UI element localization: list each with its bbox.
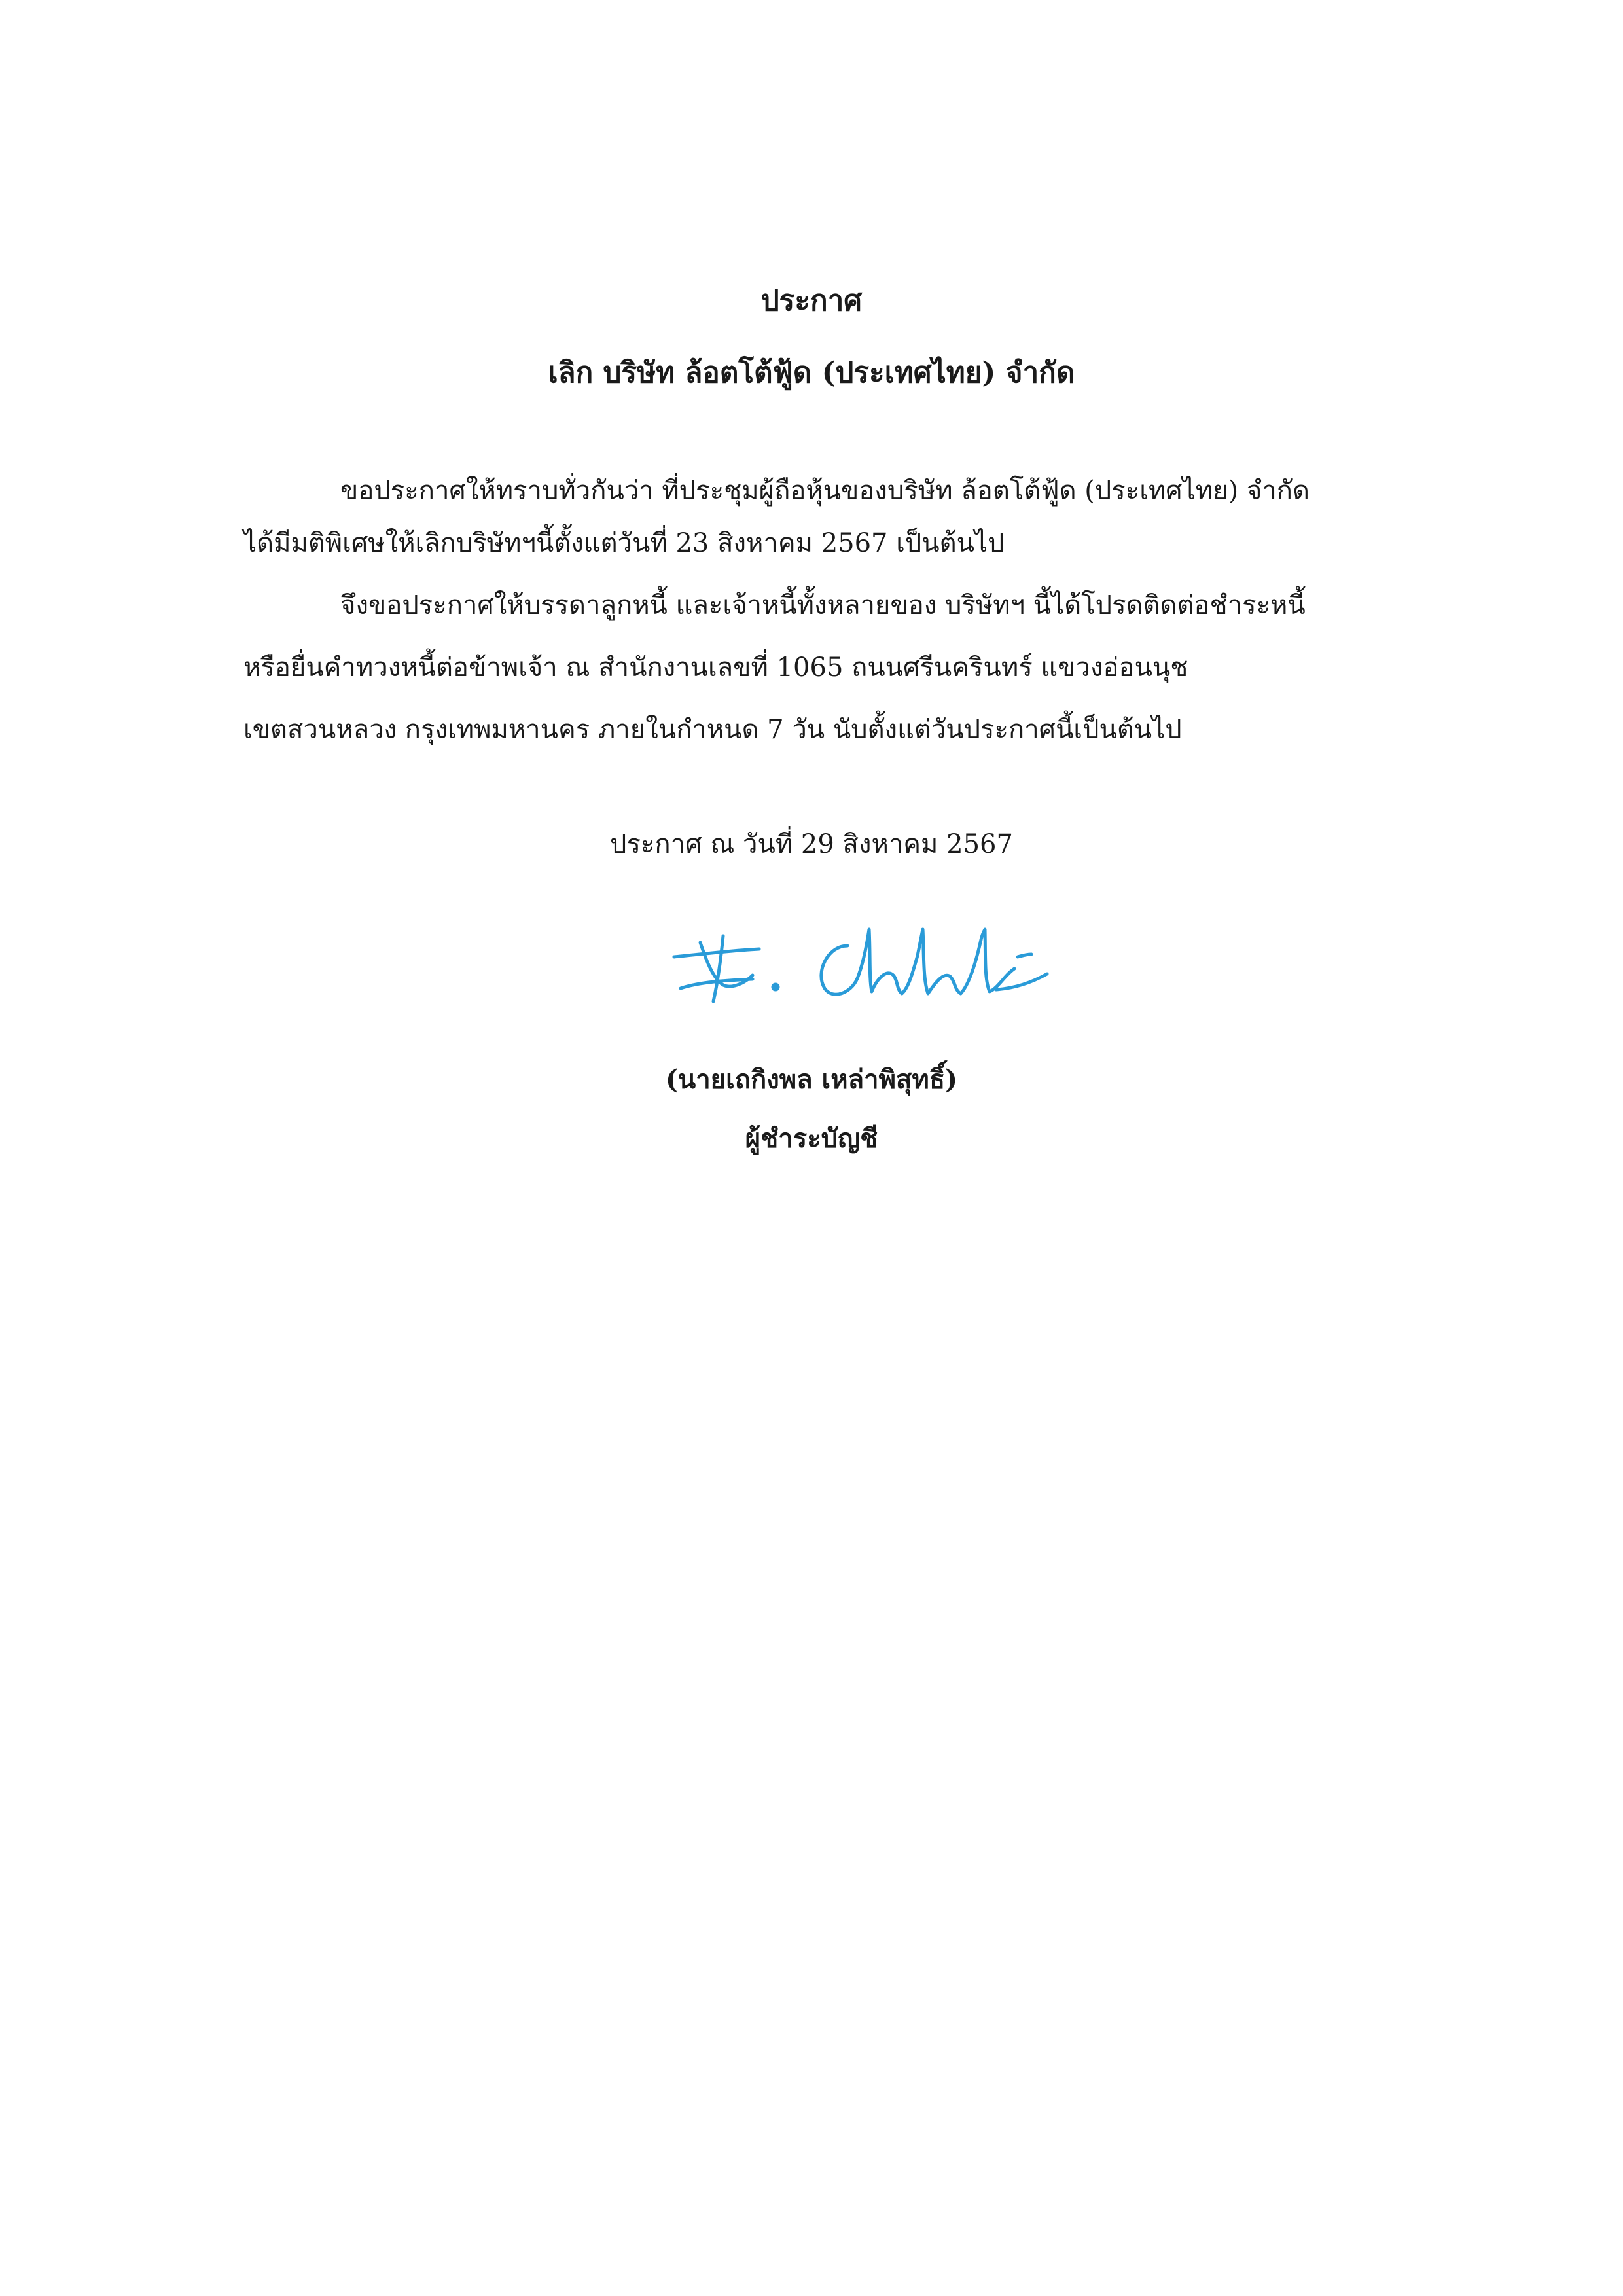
handwritten-signature <box>661 916 1054 1021</box>
paragraph-2-line-2: หรือยื่นคำทวงหนี้ต่อข้าพเจ้า ณ สำนักงานเลขที่ 1065 ถนนศรีนครินทร์ แขวงอ่อนนุช <box>243 653 1188 683</box>
paragraph-1-line-2: ได้มีมติพิเศษให้เลิกบริษัทฯนี้ตั้งแต่วันที่ 23 สิงหาคม 2567 เป็นต้นไป <box>243 528 1005 558</box>
signer-name: (นายเถกิงพล เหล่าพิสุทธิ์) <box>665 1064 958 1095</box>
announcement-date: ประกาศ ณ วันที่ 29 สิงหาคม 2567 <box>610 829 1013 859</box>
signer-role: ผู้ชำระบัญชี <box>745 1123 878 1154</box>
paragraph-2-line-3: เขตสวนหลวง กรุงเทพมหานคร ภายในกำหนด 7 วัน นับตั้งแต่วันประกาศนี้เป็นต้นไป <box>243 715 1182 745</box>
document-subtitle: เลิก บริษัท ล้อตโต้ฟู้ด (ประเทศไทย) จำกัด <box>548 356 1075 389</box>
paragraph-2-line-1: จึงขอประกาศให้บรรดาลูกหนี้ และเจ้าหนี้ทั้งหลายของ บริษัทฯ นี้ได้โปรดติดต่อชำระหนี้ <box>340 590 1306 620</box>
paragraph-1-line-1: ขอประกาศให้ทราบทั่วกันว่า ที่ประชุมผู้ถือหุ้นของบริษัท ล้อตโต้ฟู้ด (ประเทศไทย) จำกัด <box>340 476 1310 506</box>
document-title: ประกาศ <box>760 284 863 317</box>
